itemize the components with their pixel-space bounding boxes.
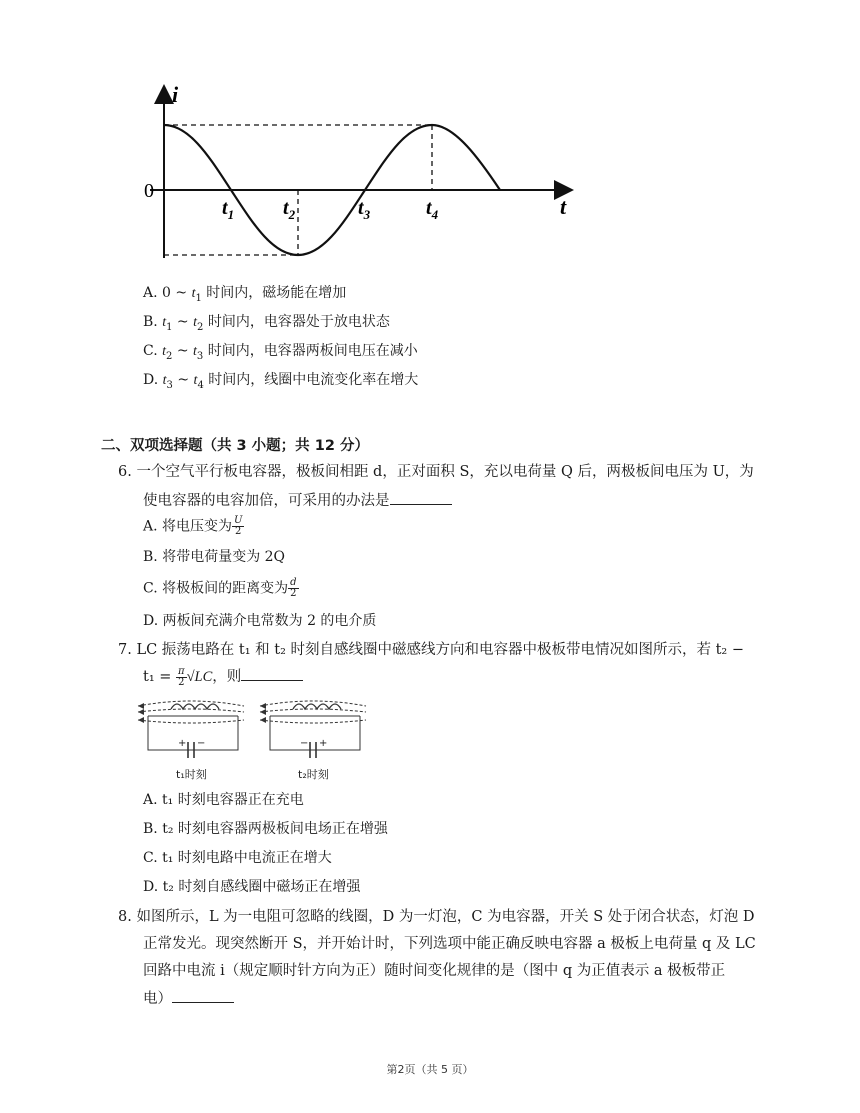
answer-blank[interactable] — [172, 988, 234, 1003]
range-sep: ~ — [172, 372, 194, 388]
var: t — [191, 286, 196, 301]
q5-option-a[interactable] — [143, 283, 346, 309]
circuit-t2 — [260, 701, 366, 758]
tick-label-t3: $t_3$ — [358, 197, 371, 222]
answer-blank[interactable] — [241, 666, 303, 681]
q7-stem-line1: 7. LC 振荡电路在 t₁ 和 t₂ 时刻自感线圈中磁感线方向和电容器中极板带电情况如图所示，若 t₂ − — [118, 642, 744, 658]
q7-stem-line2 — [143, 666, 303, 688]
frac-den: 2 — [235, 526, 242, 537]
q8-stem-text: 电） — [143, 991, 172, 1007]
circuit-t1 — [138, 701, 244, 758]
q5-option-b[interactable] — [143, 312, 390, 338]
subscript: 3 — [196, 350, 204, 362]
q8-stem-line2: 正常发光。现突然断开 S，并开始计时，下列选项中能正确反映电容器 a 极板上电荷量 q 及 LC — [143, 936, 756, 952]
frac-num: d — [290, 577, 297, 588]
q6-stem-line1: 6. 一个空气平行板电容器，极板间相距 d，正对面积 S，充以电荷量 Q 后，两极板间电压为 U，为 — [118, 464, 754, 480]
subscript: 3 — [166, 379, 173, 391]
q7-option-b[interactable]: B. t₂ 时刻电容器两极板间电场正在增强 — [143, 821, 388, 837]
q8-stem-line3: 回路中电流 i（规定顺时针方向为正）随时间变化规律的是（图中 q 为正值表示 a 极板带正 — [143, 963, 726, 979]
tick-label-t2: $t_2$ — [283, 197, 296, 222]
section-heading: 二、双项选择题（共 3 小题；共 12 分） — [101, 438, 369, 454]
range-sep: ~ — [172, 314, 194, 330]
var: t — [162, 373, 167, 388]
q6-option-c[interactable] — [143, 578, 299, 599]
q8-stem-line4 — [143, 988, 234, 1009]
q8-stem-line1: 8. 如图所示，L 为一电阻可忽略的线圈，D 为一灯泡，C 为电容器，开关 S 处于闭合状态，灯泡 D — [118, 909, 755, 925]
q5-option-c[interactable] — [143, 341, 418, 367]
option-text: 时间内，电容器处于放电状态 — [203, 314, 390, 330]
fraction — [176, 667, 187, 688]
q7-option-c[interactable]: C. t₁ 时刻电路中电流正在增大 — [143, 850, 332, 866]
page-footer: 第2页（共 5 页） — [386, 1063, 474, 1076]
q7-option-d[interactable]: D. t₂ 时刻自感线圈中磁场正在增强 — [143, 879, 361, 895]
q6-option-a[interactable] — [143, 516, 244, 537]
option-text: 时间内，磁场能在增加 — [201, 285, 347, 301]
q7-line2-suffix: ，则 — [212, 669, 242, 685]
frac-num: π — [178, 665, 185, 677]
plate-sign: − — [197, 738, 206, 749]
subscript: 2 — [197, 321, 204, 333]
q7-option-a[interactable]: A. t₁ 时刻电容器正在充电 — [143, 792, 304, 808]
frac-den: 2 — [290, 588, 297, 599]
subscript: 1 — [166, 321, 173, 333]
var: t — [162, 344, 167, 359]
lc-circuit-figures — [136, 694, 376, 786]
option-prefix: 0 ~ — [162, 285, 192, 301]
option-text: 时间内，电容器两板间电压在减小 — [203, 343, 418, 359]
option-text: C. 将极板间的距离变为 — [143, 580, 289, 597]
sqrt-lc: √LC — [186, 669, 213, 685]
fig-caption-t1: t₁时刻 — [176, 768, 207, 781]
frac-num: U — [234, 515, 243, 526]
range-sep: ~ — [172, 343, 194, 359]
origin-label: 0 — [144, 180, 154, 202]
frac-den: 2 — [178, 676, 185, 688]
option-letter: D. — [143, 372, 163, 388]
fraction — [288, 578, 298, 599]
option-text: A. 将电压变为 — [143, 518, 233, 535]
tick-label-t1: $t_1$ — [222, 197, 235, 222]
q5-option-d[interactable] — [143, 370, 418, 396]
tick-label-t4: $t_4$ — [426, 197, 439, 222]
q6-stem-text: 使电容器的电容加倍，可采用的办法是 — [143, 493, 390, 509]
var: t — [193, 373, 198, 388]
var: t — [193, 344, 197, 359]
subscript: 4 — [197, 379, 204, 391]
x-axis-label: t — [560, 194, 567, 219]
y-axis-label: i — [172, 82, 179, 107]
q6-stem-line2 — [143, 490, 452, 511]
option-letter: C. — [143, 343, 163, 359]
answer-blank[interactable] — [390, 490, 452, 505]
plate-sign: + — [319, 738, 328, 749]
current-time-graph — [130, 80, 590, 270]
q6-option-d[interactable]: D. 两板间充满介电常数为 2 的电介质 — [143, 613, 377, 629]
subscript: 2 — [166, 350, 173, 362]
option-text: 时间内，线圈中电流变化率在增大 — [203, 372, 419, 388]
fig-caption-t2: t₂时刻 — [298, 768, 329, 781]
option-letter: B. — [143, 314, 163, 330]
option-letter: A. — [143, 285, 163, 301]
subscript: 1 — [195, 292, 202, 304]
var: t — [162, 315, 167, 330]
var: t — [193, 315, 197, 330]
q6-option-b[interactable]: B. 将带电荷量变为 2Q — [143, 549, 286, 565]
fraction — [232, 516, 244, 537]
plate-sign: + — [178, 738, 187, 749]
q7-line2-prefix: t₁ = — [143, 669, 177, 685]
plate-sign: − — [300, 738, 309, 749]
